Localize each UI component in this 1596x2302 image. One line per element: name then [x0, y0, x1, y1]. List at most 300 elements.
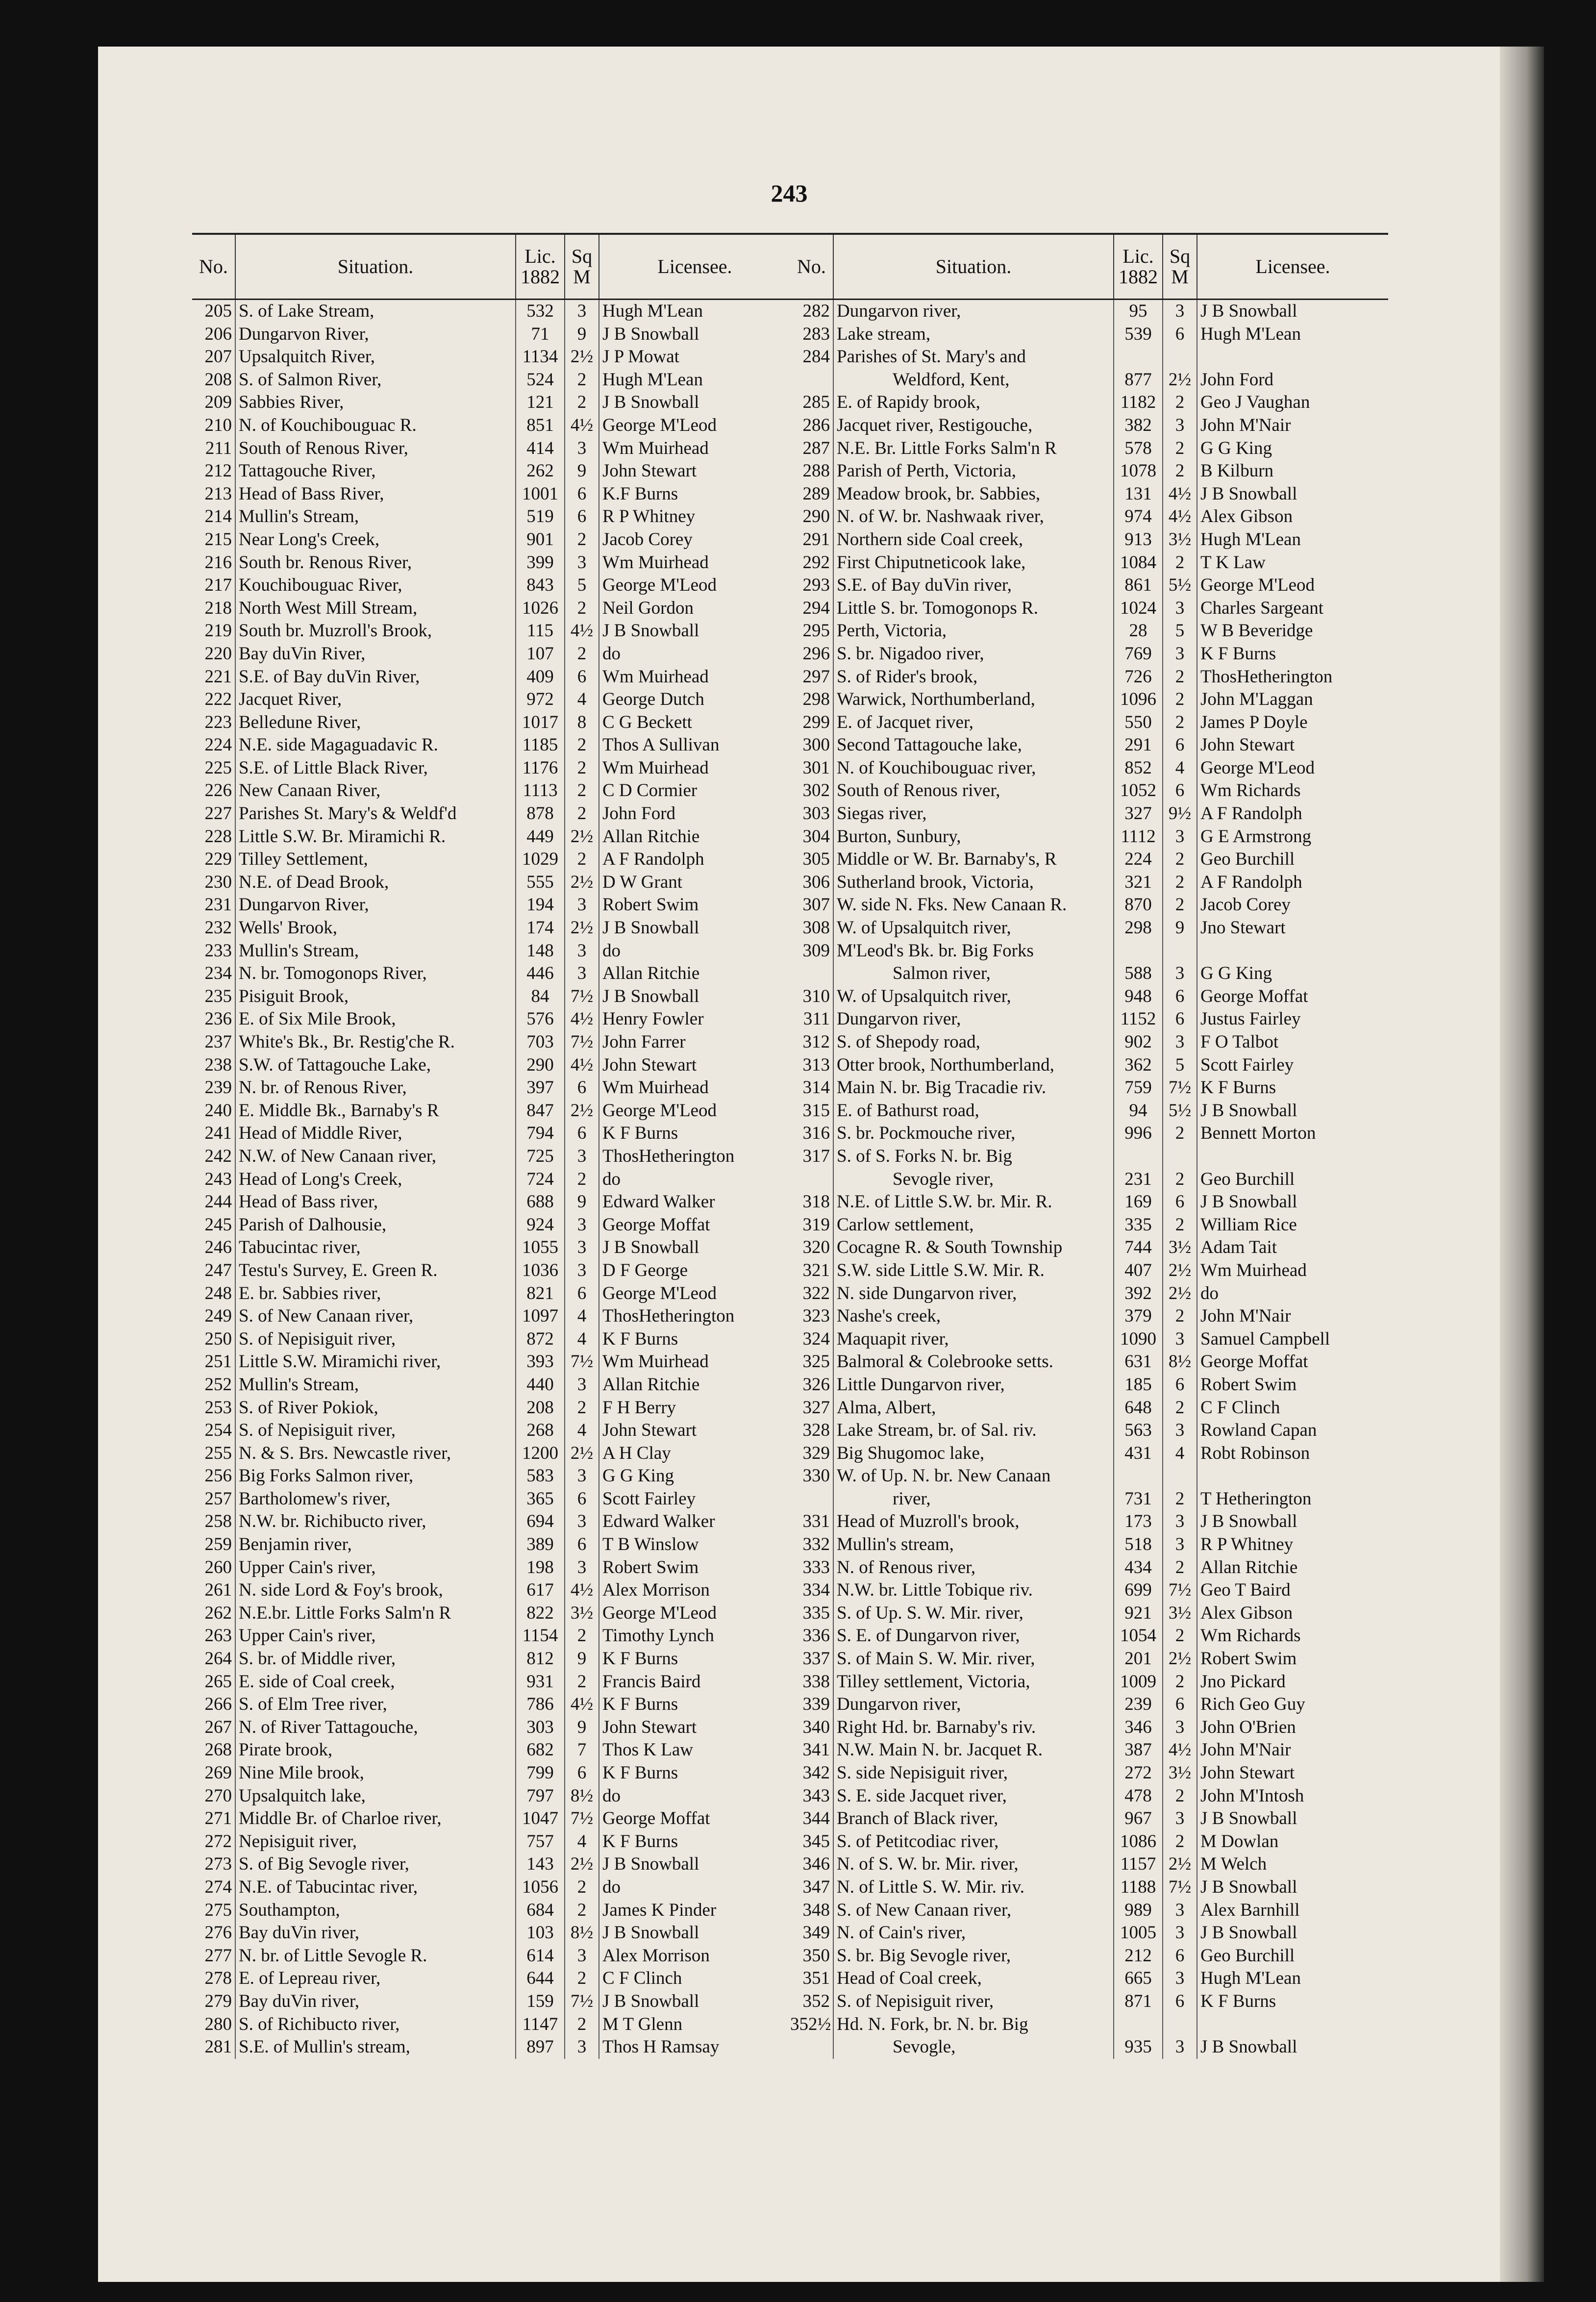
cell-situation: S. of Nepisiguit river, [235, 1328, 516, 1351]
cell-licensee: George M'Leod [599, 1282, 790, 1305]
table-row [192, 1533, 790, 1556]
table-row [790, 2013, 1388, 2036]
cell-lic-1882: 799 [516, 1762, 565, 1785]
cell-lic-1882: 688 [516, 1191, 565, 1214]
cell-licensee: Wm Muirhead [599, 1076, 790, 1100]
cell-no: 237 [204, 1032, 232, 1052]
cell-licensee: Robert Swim [599, 894, 790, 917]
table-row [790, 1488, 1388, 1511]
cell-lic-1882: 1084 [1114, 551, 1163, 575]
cell-licensee: do [599, 940, 790, 963]
cell-no: 343 [802, 1785, 830, 1806]
table-row [790, 1442, 1388, 1465]
cell-no: 283 [802, 324, 830, 344]
table-row [790, 2036, 1388, 2059]
cell-licensee: Jno Pickard [1197, 1671, 1388, 1694]
cell-lic-1882: 1001 [516, 483, 565, 506]
cell-licensee: George M'Leod [599, 1602, 790, 1625]
cell-situation: S. of Petitcodiac river, [833, 1830, 1114, 1853]
cell-sq-m: 4½ [565, 1579, 599, 1602]
cell-licensee: Allan Ritchie [599, 1374, 790, 1397]
cell-sq-m: 3 [1163, 962, 1197, 985]
cell-lic-1882: 1017 [516, 711, 565, 734]
cell-sq-m: 4 [565, 1305, 599, 1328]
table-row [790, 1465, 1388, 1488]
cell-sq-m: 2 [565, 1899, 599, 1922]
table-row [790, 1807, 1388, 1830]
table-row [790, 643, 1388, 666]
cell-lic-1882: 897 [516, 2036, 565, 2059]
table-row [192, 300, 790, 323]
cell-situation: Siegas river, [833, 802, 1114, 826]
cell-lic-1882: 1029 [516, 848, 565, 871]
cell-licensee: Allan Ritchie [1197, 1556, 1388, 1579]
table-row [192, 1945, 790, 1968]
cell-no: 339 [802, 1694, 830, 1715]
cell-lic-1882: 1026 [516, 597, 565, 620]
table-row [192, 1145, 790, 1168]
cell-no: 212 [204, 461, 232, 481]
cell-sq-m: 2 [1163, 711, 1197, 734]
cell-licensee: Bennett Morton [1197, 1122, 1388, 1145]
table-row [192, 1374, 790, 1397]
cell-sq-m: 3 [565, 1236, 599, 1259]
table-row [192, 1328, 790, 1351]
cell-no: 255 [204, 1443, 232, 1463]
table-row [790, 1945, 1388, 1968]
cell-lic-1882: 298 [1114, 917, 1163, 940]
cell-lic-1882: 555 [516, 871, 565, 894]
table-row [192, 597, 790, 620]
cell-no: 228 [204, 826, 232, 847]
cell-no: 309 [802, 940, 830, 961]
table-row [790, 1145, 1388, 1168]
cell-sq-m [1163, 2013, 1197, 2036]
cell-situation: Bartholomew's river, [235, 1488, 516, 1511]
cell-situation: Warwick, Northumberland, [833, 688, 1114, 711]
cell-sq-m: 2 [565, 848, 599, 871]
cell-licensee: Hugh M'Lean [1197, 323, 1388, 346]
cell-sq-m: 8½ [565, 1785, 599, 1808]
cell-no: 278 [204, 1968, 232, 1989]
cell-licensee: Wm Muirhead [599, 757, 790, 780]
cell-lic-1882: 1147 [516, 2013, 565, 2036]
cell-licensee: John Farrer [599, 1031, 790, 1054]
cell-sq-m: 5 [1163, 620, 1197, 643]
cell-sq-m: 4 [565, 1830, 599, 1853]
cell-licensee: Wm Muirhead [599, 1351, 790, 1374]
cell-licensee: James K Pinder [599, 1899, 790, 1922]
table-row [192, 1830, 790, 1853]
cell-sq-m: 4½ [1163, 1739, 1197, 1762]
cell-no: 337 [802, 1649, 830, 1669]
cell-no: 352½ [790, 2014, 831, 2034]
cell-situation: Second Tattagouche lake, [833, 734, 1114, 757]
table-row [790, 323, 1388, 346]
cell-situation: N.E. of Little S.W. br. Mir. R. [833, 1191, 1114, 1214]
cell-no: 248 [204, 1283, 232, 1303]
cell-licensee: Alex Barnhill [1197, 1899, 1388, 1922]
cell-situation: S. br. of Middle river, [235, 1648, 516, 1671]
cell-situation: N.E.br. Little Forks Salm'n R [235, 1602, 516, 1625]
cell-sq-m: 2½ [1163, 369, 1197, 392]
cell-no: 243 [204, 1169, 232, 1189]
cell-licensee: Alex Morrison [599, 1945, 790, 1968]
cell-sq-m: 2 [565, 1397, 599, 1420]
cell-lic-1882 [1114, 940, 1163, 963]
cell-no: 247 [204, 1260, 232, 1280]
cell-lic-1882: 972 [516, 688, 565, 711]
cell-sq-m: 6 [1163, 734, 1197, 757]
cell-no: 303 [802, 803, 830, 824]
table-row [192, 1214, 790, 1237]
cell-no: 317 [802, 1146, 830, 1166]
cell-licensee: J B Snowball [1197, 1510, 1388, 1533]
cell-sq-m: 3 [565, 940, 599, 963]
cell-licensee: George M'Leod [599, 574, 790, 597]
cell-situation: Testu's Survey, E. Green R. [235, 1259, 516, 1282]
cell-licensee [1197, 346, 1388, 369]
table-row [192, 620, 790, 643]
cell-lic-1882: 1078 [1114, 460, 1163, 483]
cell-situation: N. br. of Renous River, [235, 1076, 516, 1100]
cell-lic-1882: 382 [1114, 414, 1163, 437]
cell-sq-m: 2 [565, 734, 599, 757]
cell-situation: Head of Bass River, [235, 483, 516, 506]
cell-lic-1882: 974 [1114, 505, 1163, 528]
cell-situation: W. of Up. N. br. New Canaan [833, 1465, 1114, 1488]
cell-no: 279 [204, 1991, 232, 2011]
cell-situation: S. of New Canaan river, [235, 1305, 516, 1328]
cell-lic-1882: 1200 [516, 1442, 565, 1465]
cell-no: 242 [204, 1146, 232, 1166]
table-row [790, 1100, 1388, 1123]
cell-licensee: Scott Fairley [599, 1488, 790, 1511]
cell-lic-1882: 446 [516, 962, 565, 985]
table-row [790, 1785, 1388, 1808]
table-row [192, 1397, 790, 1420]
cell-licensee: J B Snowball [1197, 1100, 1388, 1123]
cell-sq-m: 4 [1163, 757, 1197, 780]
cell-licensee: Geo Burchill [1197, 1168, 1388, 1191]
cell-situation: W. side N. Fks. New Canaan R. [833, 894, 1114, 917]
cell-no: 246 [204, 1237, 232, 1258]
cell-licensee: T K Law [1197, 551, 1388, 575]
cell-licensee: do [599, 1876, 790, 1899]
cell-no: 224 [204, 735, 232, 755]
cell-sq-m: 3 [1163, 300, 1197, 323]
cell-lic-1882: 524 [516, 369, 565, 392]
cell-licensee: J B Snowball [1197, 483, 1388, 506]
cell-no: 275 [204, 1900, 232, 1920]
cell-no: 274 [204, 1877, 232, 1897]
cell-no: 307 [802, 895, 830, 915]
table-row [790, 1762, 1388, 1785]
cell-situation: Southampton, [235, 1899, 516, 1922]
cell-no: 222 [204, 689, 232, 710]
cell-licensee: J B Snowball [1197, 1922, 1388, 1945]
cell-sq-m: 6 [1163, 1990, 1197, 2013]
cell-licensee: Rich Geo Guy [1197, 1693, 1388, 1716]
cell-no: 231 [204, 895, 232, 915]
table-row [192, 1236, 790, 1259]
cell-lic-1882: 239 [1114, 1693, 1163, 1716]
cell-situation: Sevogle, [833, 2036, 1114, 2059]
cell-situation: S. of Nepisiguit river, [235, 1419, 516, 1442]
cell-situation: Salmon river, [833, 962, 1114, 985]
cell-licensee: J B Snowball [599, 1922, 790, 1945]
cell-no: 294 [802, 598, 830, 618]
cell-lic-1882: 399 [516, 551, 565, 575]
header-sq-line2: M [573, 266, 591, 288]
table-row [192, 437, 790, 460]
cell-lic-1882: 759 [1114, 1076, 1163, 1100]
cell-no: 277 [204, 1945, 232, 1966]
cell-lic-1882: 519 [516, 505, 565, 528]
cell-no: 295 [802, 621, 830, 641]
cell-sq-m: 3 [565, 437, 599, 460]
cell-sq-m: 2 [1163, 666, 1197, 689]
table-row [790, 574, 1388, 597]
cell-lic-1882: 902 [1114, 1031, 1163, 1054]
cell-lic-1882: 1154 [516, 1625, 565, 1648]
cell-situation: S. E. of Dungarvon river, [833, 1625, 1114, 1648]
cell-licensee: K F Burns [599, 1830, 790, 1853]
cell-no: 350 [802, 1945, 830, 1966]
cell-licensee: F O Talbot [1197, 1031, 1388, 1054]
cell-situation: N. of S. W. br. Mir. river, [833, 1853, 1114, 1876]
cell-lic-1882: 694 [516, 1510, 565, 1533]
cell-no: 271 [204, 1808, 232, 1829]
cell-sq-m: 2 [1163, 1168, 1197, 1191]
cell-licensee: A F Randolph [1197, 871, 1388, 894]
cell-lic-1882: 532 [516, 300, 565, 323]
cell-no: 262 [204, 1602, 232, 1623]
cell-lic-1882: 393 [516, 1351, 565, 1374]
cell-sq-m: 2 [565, 391, 599, 414]
cell-sq-m: 3 [1163, 1419, 1197, 1442]
cell-sq-m: 3 [565, 551, 599, 575]
cell-lic-1882: 913 [1114, 528, 1163, 551]
cell-lic-1882: 478 [1114, 1785, 1163, 1808]
cell-sq-m: 3 [1163, 597, 1197, 620]
cell-situation: Mullin's Stream, [235, 505, 516, 528]
cell-situation: South of Renous River, [235, 437, 516, 460]
cell-no: 273 [204, 1854, 232, 1875]
cell-situation: Benjamin river, [235, 1533, 516, 1556]
cell-situation: Main N. br. Big Tracadie riv. [833, 1076, 1114, 1100]
cell-licensee: Edward Walker [599, 1510, 790, 1533]
cell-no: 225 [204, 757, 232, 778]
cell-situation: E. of Jacquet river, [833, 711, 1114, 734]
cell-sq-m: 2 [1163, 871, 1197, 894]
cell-situation: E. side of Coal creek, [235, 1671, 516, 1694]
cell-no: 272 [204, 1831, 232, 1852]
cell-no: 333 [802, 1557, 830, 1577]
cell-licensee: J B Snowball [1197, 300, 1388, 323]
cell-no: 352 [802, 1991, 830, 2011]
cell-no: 276 [204, 1923, 232, 1943]
table-row [192, 1922, 790, 1945]
table-row [192, 1442, 790, 1465]
cell-licensee: James P Doyle [1197, 711, 1388, 734]
cell-no: 291 [802, 529, 830, 550]
table-row [790, 369, 1388, 392]
cell-lic-1882: 169 [1114, 1191, 1163, 1214]
table-row [192, 1648, 790, 1671]
table-row [790, 1305, 1388, 1328]
cell-lic-1882: 440 [516, 1374, 565, 1397]
table-row [790, 802, 1388, 826]
cell-situation: Bay duVin River, [235, 643, 516, 666]
cell-situation: Burton, Sunbury, [833, 826, 1114, 849]
cell-lic-1882: 224 [1114, 848, 1163, 871]
cell-licensee: John Stewart [599, 1419, 790, 1442]
cell-lic-1882: 967 [1114, 1807, 1163, 1830]
cell-no: 221 [204, 666, 232, 687]
cell-situation: Head of Long's Creek, [235, 1168, 516, 1191]
cell-no: 335 [802, 1602, 830, 1623]
cell-lic-1882: 684 [516, 1899, 565, 1922]
cell-lic-1882: 1055 [516, 1236, 565, 1259]
cell-lic-1882: 757 [516, 1830, 565, 1853]
cell-no: 331 [802, 1511, 830, 1532]
cell-sq-m: 6 [565, 1076, 599, 1100]
cell-licensee: G G King [1197, 962, 1388, 985]
table-row [192, 1168, 790, 1191]
header-lic [516, 234, 565, 300]
cell-no: 302 [802, 780, 830, 801]
cell-licensee: Alex Gibson [1197, 1602, 1388, 1625]
cell-sq-m: 6 [565, 1488, 599, 1511]
cell-licensee: Geo Burchill [1197, 1945, 1388, 1968]
cell-sq-m: 3½ [1163, 1762, 1197, 1785]
cell-situation: S.E. of Bay duVin River, [235, 666, 516, 689]
cell-lic-1882: 173 [1114, 1510, 1163, 1533]
cell-licensee: T B Winslow [599, 1533, 790, 1556]
cell-lic-1882: 648 [1114, 1397, 1163, 1420]
cell-licensee: Allan Ritchie [599, 826, 790, 849]
cell-lic-1882: 434 [1114, 1556, 1163, 1579]
table-row [790, 1214, 1388, 1237]
table-row [790, 1397, 1388, 1420]
cell-sq-m: 3 [565, 300, 599, 323]
cell-licensee: K.F Burns [599, 483, 790, 506]
cell-sq-m: 3 [565, 1510, 599, 1533]
table-row [192, 734, 790, 757]
cell-sq-m: 3 [565, 962, 599, 985]
licence-table-right [790, 233, 1388, 2059]
cell-lic-1882: 1182 [1114, 391, 1163, 414]
cell-sq-m: 3 [1163, 643, 1197, 666]
cell-sq-m: 9½ [1163, 802, 1197, 826]
cell-no: 230 [204, 872, 232, 892]
cell-licensee: J B Snowball [1197, 1807, 1388, 1830]
cell-no: 205 [204, 301, 232, 321]
table-row [192, 483, 790, 506]
cell-sq-m: 3 [565, 1214, 599, 1237]
table-row [192, 802, 790, 826]
cell-no: 233 [204, 940, 232, 961]
cell-lic-1882: 121 [516, 391, 565, 414]
cell-no: 347 [802, 1877, 830, 1897]
table-row [192, 1967, 790, 1990]
cell-licensee: J B Snowball [599, 917, 790, 940]
cell-no: 285 [802, 392, 830, 413]
cell-sq-m: 2½ [565, 826, 599, 849]
table-row [192, 323, 790, 346]
table-row [192, 1122, 790, 1145]
table-row [192, 962, 790, 985]
cell-lic-1882: 935 [1114, 2036, 1163, 2059]
cell-sq-m: 6 [565, 666, 599, 689]
cell-sq-m: 2 [1163, 894, 1197, 917]
cell-licensee: C D Cormier [599, 779, 790, 802]
table-row [192, 1739, 790, 1762]
table-row [790, 300, 1388, 323]
cell-licensee: do [599, 643, 790, 666]
table-row [790, 917, 1388, 940]
cell-situation: Little S.W. Br. Miramichi R. [235, 826, 516, 849]
table-row [192, 528, 790, 551]
cell-situation: N. br. Tomogonops River, [235, 962, 516, 985]
cell-lic-1882: 550 [1114, 711, 1163, 734]
cell-lic-1882: 1097 [516, 1305, 565, 1328]
header-sq [1163, 234, 1197, 300]
cell-no: 223 [204, 712, 232, 732]
cell-situation: S. of River Pokiok, [235, 1397, 516, 1420]
cell-no: 245 [204, 1214, 232, 1235]
cell-no: 334 [802, 1580, 830, 1601]
cell-lic-1882: 1188 [1114, 1876, 1163, 1899]
cell-no: 344 [802, 1808, 830, 1829]
cell-sq-m: 4½ [1163, 483, 1197, 506]
cell-licensee: Wm Muirhead [1197, 1259, 1388, 1282]
cell-lic-1882: 107 [516, 643, 565, 666]
table-row [192, 688, 790, 711]
table-row [192, 826, 790, 849]
cell-no: 325 [802, 1351, 830, 1372]
cell-lic-1882: 948 [1114, 985, 1163, 1008]
cell-no: 310 [802, 986, 830, 1006]
cell-licensee: John Stewart [1197, 1762, 1388, 1785]
cell-sq-m: 3 [1163, 1031, 1197, 1054]
cell-lic-1882: 201 [1114, 1648, 1163, 1671]
cell-lic-1882: 208 [516, 1397, 565, 1420]
cell-sq-m: 2 [1163, 1488, 1197, 1511]
cell-lic-1882: 861 [1114, 574, 1163, 597]
cell-lic-1882: 335 [1114, 1214, 1163, 1237]
header-sq-line2: M [1171, 266, 1189, 288]
table-row [790, 1031, 1388, 1054]
cell-no: 287 [802, 438, 830, 458]
table-row [790, 1693, 1388, 1716]
cell-lic-1882: 921 [1114, 1602, 1163, 1625]
table-row [192, 1510, 790, 1533]
cell-licensee: M Welch [1197, 1853, 1388, 1876]
cell-lic-1882: 1096 [1114, 688, 1163, 711]
table-row [790, 391, 1388, 414]
cell-lic-1882: 290 [516, 1054, 565, 1077]
cell-sq-m: 6 [1163, 1374, 1197, 1397]
table-row [790, 1168, 1388, 1191]
table-row [192, 1762, 790, 1785]
table-row [790, 1716, 1388, 1739]
table-row [790, 1602, 1388, 1625]
cell-sq-m: 2 [565, 1671, 599, 1694]
header-sq-line1: Sq [1169, 245, 1191, 267]
cell-sq-m: 3 [1163, 2036, 1197, 2059]
